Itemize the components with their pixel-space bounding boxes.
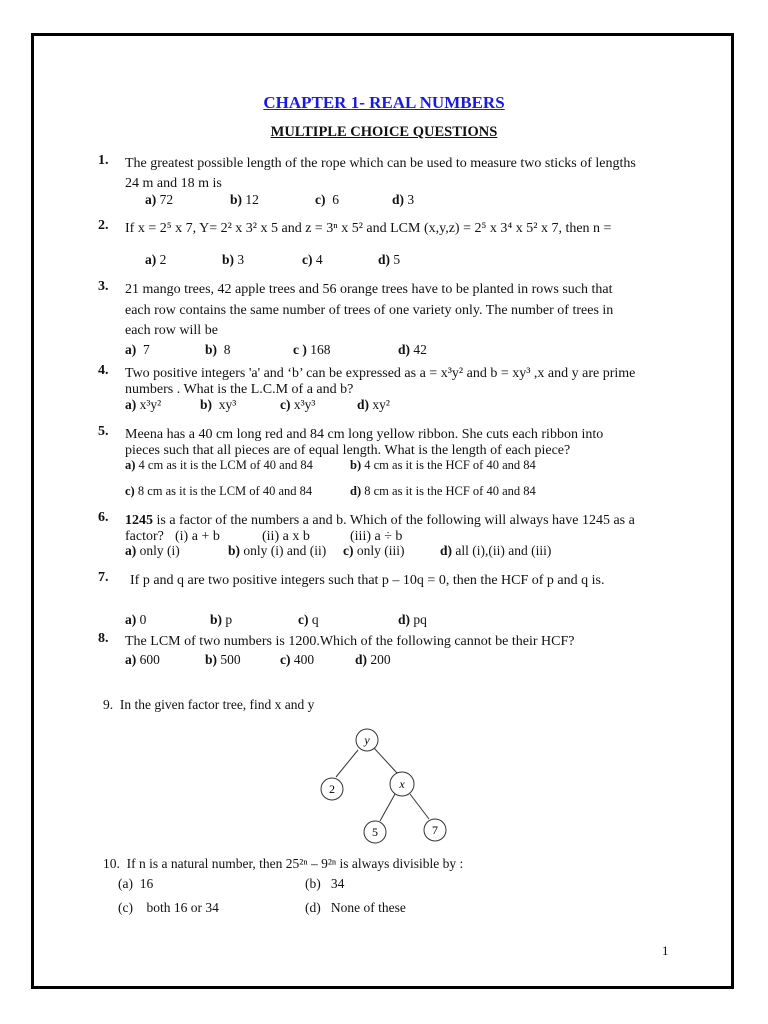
q3-option-b: b) 8	[205, 342, 231, 357]
q8-option-a: a) 600	[125, 652, 160, 667]
q6-option-b: b) only (i) and (ii)	[228, 543, 327, 558]
q4-option-c: c) x³y³	[280, 397, 316, 412]
q3-option-a: a) 7	[125, 342, 150, 357]
q7-option-d: d) pq	[398, 612, 427, 627]
q10-option-b: (b) 34	[305, 876, 345, 891]
question-4-number: 4.	[98, 363, 109, 378]
question-2-number: 2.	[98, 218, 109, 233]
question-5-line-1: Meena has a 40 cm long red and 84 cm long yellow ribbon. She cuts each ribbon into	[125, 427, 604, 442]
page-number: 1	[662, 943, 669, 958]
tree-edge-x-left	[380, 794, 395, 821]
q7-option-c: c) q	[298, 612, 319, 627]
question-6-part-iii: (iii) a ÷ b	[350, 529, 403, 544]
question-1-number: 1.	[98, 153, 109, 168]
q5-option-d: d) 8 cm as it is the HCF of 40 and 84	[350, 484, 536, 498]
factor-tree-diagram	[310, 722, 460, 848]
q2-option-a: a) 2	[145, 252, 167, 267]
q6-option-d: d) all (i),(ii) and (iii)	[440, 543, 552, 558]
tree-edge-root-right	[374, 748, 397, 773]
q4-option-d: d) xy²	[357, 397, 390, 412]
q10-option-c: (c) both 16 or 34	[118, 900, 219, 915]
question-8-number: 8.	[98, 631, 109, 646]
q2-option-b: b) 3	[222, 252, 245, 267]
question-6-line-1: 1245 is a factor of the numbers a and b. Which of the following will always have 1245 as a	[125, 513, 635, 528]
q1-option-d: d) 3	[392, 192, 415, 207]
q8-option-b: b) 500	[205, 652, 241, 667]
question-4-line-2: numbers . What is the L.C.M of a and b?	[125, 382, 354, 397]
question-3-number: 3.	[98, 279, 109, 294]
chapter-title: CHAPTER 1- REAL NUMBERS	[263, 93, 505, 112]
q6-option-a: a) only (i)	[125, 543, 180, 558]
q1-option-b: b) 12	[230, 192, 259, 207]
q8-option-c: c) 400	[280, 652, 315, 667]
question-6-line-2-factor: factor?	[125, 529, 164, 544]
question-1-line-1: The greatest possible length of the rope which can be used to measure two sticks of lengths	[125, 156, 636, 171]
tree-edge-x-right	[410, 794, 429, 819]
tree-label-seven: 7	[432, 823, 438, 837]
question-3-line-1: 21 mango trees, 42 apple trees and 56 orange trees have to be planted in rows such that	[125, 282, 613, 297]
question-7-text: If p and q are two positive integers such that p – 10q = 0, then the HCF of p and q is.	[130, 573, 605, 588]
question-3-line-3: each row will be	[125, 323, 218, 338]
tree-label-root: y	[364, 733, 370, 747]
question-6-part-ii: (ii) a x b	[262, 529, 310, 544]
question-2-text: If x = 2⁵ x 7, Y= 2² x 3² x 5 and z = 3ⁿ x 5² and LCM (x,y,z) = 2⁵ x 3⁴ x 5² x 7, then n =	[125, 221, 612, 236]
q10-option-a: (a) 16	[118, 876, 154, 891]
q7-option-a: a) 0	[125, 612, 147, 627]
question-1-line-2: 24 m and 18 m is	[125, 176, 222, 191]
q6-option-c: c) only (iii)	[343, 543, 405, 558]
q4-option-a: a) x³y²	[125, 397, 162, 412]
q1-option-c: c) 6	[315, 192, 339, 207]
question-4-line-1: Two positive integers 'a' and ‘b’ can be expressed as a = x³y² and b = xy³ ,x and y are prime	[125, 366, 636, 381]
q7-option-b: b) p	[210, 612, 233, 627]
q10-option-d: (d) None of these	[305, 900, 406, 915]
q3-option-c: c ) 168	[293, 342, 331, 357]
question-5-line-2: pieces such that all pieces are of equal length. What is the length of each piece?	[125, 443, 571, 458]
q1-option-a: a) 72	[145, 192, 174, 207]
tree-label-five: 5	[372, 825, 378, 839]
q5-option-c: c) 8 cm as it is the LCM of 40 and 84	[125, 484, 313, 498]
question-6-number: 6.	[98, 510, 109, 525]
question-5-number: 5.	[98, 424, 109, 439]
q4-option-b: b) xy³	[200, 397, 237, 412]
tree-label-x: x	[399, 777, 405, 791]
question-9: 9. In the given factor tree, find x and y	[103, 697, 315, 712]
question-8-text: The LCM of two numbers is 1200.Which of the following cannot be their HCF?	[125, 634, 575, 649]
tree-edge-root-left	[336, 750, 358, 777]
q2-option-d: d) 5	[378, 252, 401, 267]
question-3-line-2: each row contains the same number of trees of one variety only. The number of trees in	[125, 303, 614, 318]
q8-option-d: d) 200	[355, 652, 391, 667]
q3-option-d: d) 42	[398, 342, 427, 357]
question-6-part-i: (i) a + b	[175, 529, 220, 544]
q5-option-a: a) 4 cm as it is the LCM of 40 and 84	[125, 458, 313, 472]
section-subtitle: MULTIPLE CHOICE QUESTIONS	[270, 124, 498, 140]
question-7-number: 7.	[98, 570, 109, 585]
tree-label-left: 2	[329, 782, 335, 796]
question-10: 10. If n is a natural number, then 25²ⁿ – 9²ⁿ is always divisible by :	[103, 856, 464, 871]
q5-option-b: b) 4 cm as it is the HCF of 40 and 84	[350, 458, 536, 472]
q2-option-c: c) 4	[302, 252, 323, 267]
